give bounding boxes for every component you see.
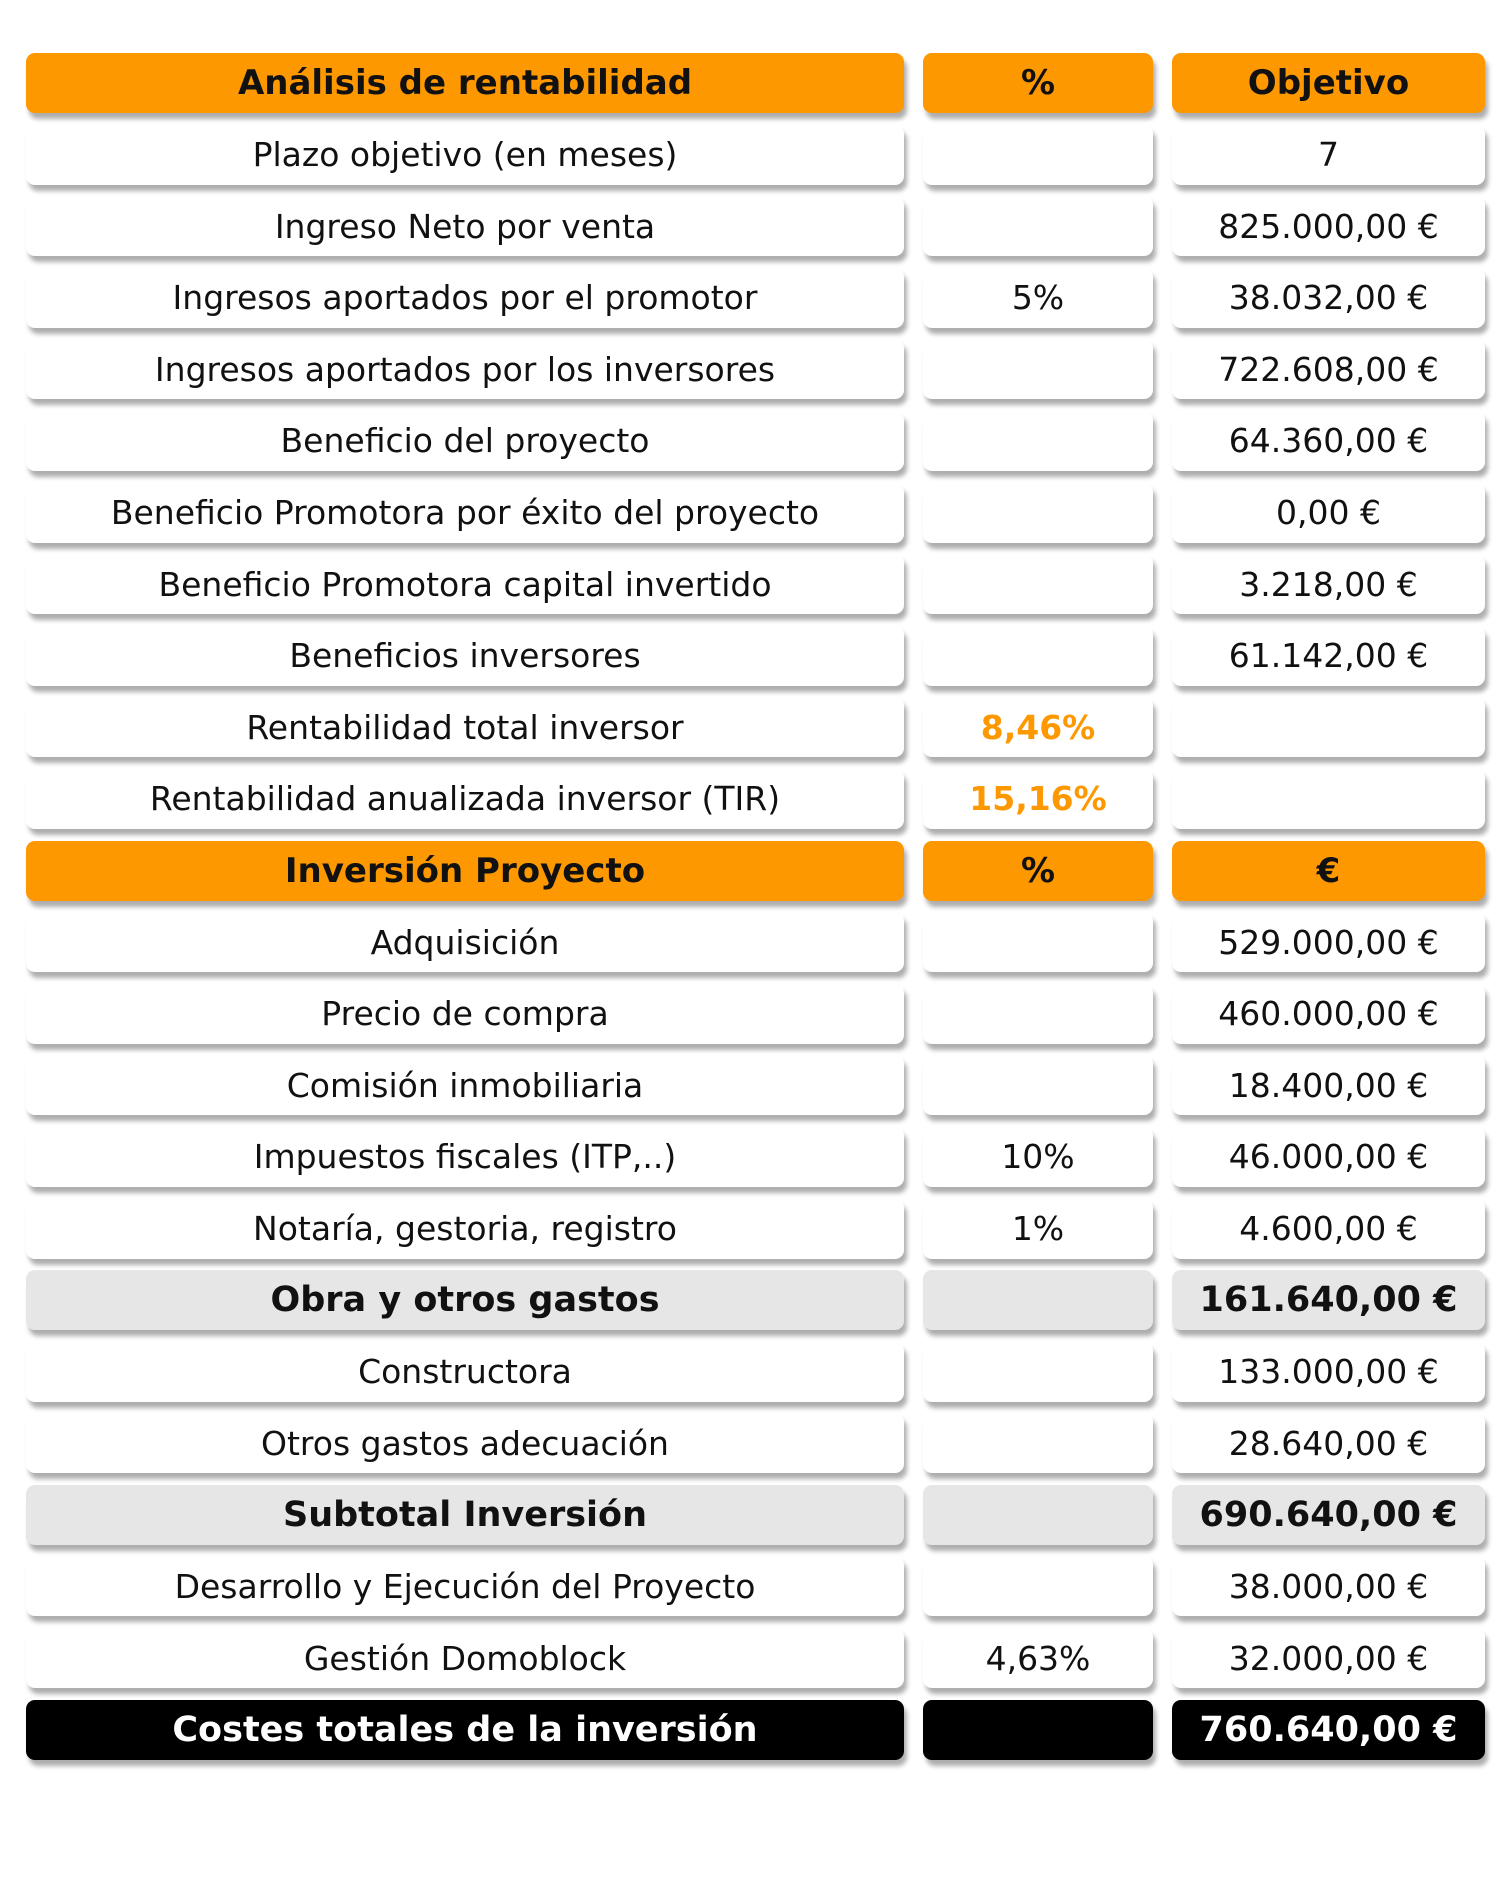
row-value: 32.000,00 € <box>1172 1628 1485 1688</box>
row-percentage <box>923 483 1153 543</box>
row-value: 133.000,00 € <box>1172 1342 1485 1402</box>
table-subtotal-row <box>26 1270 1486 1330</box>
row-label: Otros gastos adecuación <box>26 1413 904 1473</box>
row-value <box>1172 769 1485 829</box>
row-label: Análisis de rentabilidad <box>26 53 904 113</box>
row-value: 4.600,00 € <box>1172 1199 1485 1259</box>
row-label: Beneficio Promotora por éxito del proyecto <box>26 483 904 543</box>
row-label: Notaría, gestoria, registro <box>26 1199 904 1259</box>
row-value: 61.142,00 € <box>1172 626 1485 686</box>
profitability-table <box>26 53 1486 1771</box>
row-percentage: 15,16% <box>923 769 1153 829</box>
row-percentage <box>923 411 1153 471</box>
row-label: Beneficio Promotora capital invertido <box>26 554 904 614</box>
row-percentage: 1% <box>923 1199 1153 1259</box>
table-row <box>26 196 1486 256</box>
table-row <box>26 984 1486 1044</box>
row-value: 0,00 € <box>1172 483 1485 543</box>
table-subtotal-row <box>26 1485 1486 1545</box>
row-value: 28.640,00 € <box>1172 1413 1485 1473</box>
row-percentage <box>923 1055 1153 1115</box>
table-row <box>26 554 1486 614</box>
row-label: Ingresos aportados por los inversores <box>26 339 904 399</box>
row-percentage: 10% <box>923 1127 1153 1187</box>
row-percentage <box>923 912 1153 972</box>
table-row <box>26 339 1486 399</box>
table-row <box>26 125 1486 185</box>
row-label: Beneficio del proyecto <box>26 411 904 471</box>
row-percentage <box>923 984 1153 1044</box>
row-percentage: % <box>923 841 1153 901</box>
table-row <box>26 1127 1486 1187</box>
row-value: 161.640,00 € <box>1172 1270 1485 1330</box>
row-percentage <box>923 125 1153 185</box>
table-header-row <box>26 53 1486 113</box>
row-value: 64.360,00 € <box>1172 411 1485 471</box>
row-percentage <box>923 339 1153 399</box>
row-label: Ingresos aportados por el promotor <box>26 268 904 328</box>
row-percentage <box>923 1485 1153 1545</box>
table-row <box>26 1413 1486 1473</box>
row-percentage <box>923 554 1153 614</box>
row-value: 38.032,00 € <box>1172 268 1485 328</box>
row-label: Obra y otros gastos <box>26 1270 904 1330</box>
row-percentage <box>923 1700 1153 1760</box>
row-label: Ingreso Neto por venta <box>26 196 904 256</box>
table-row <box>26 1628 1486 1688</box>
row-label: Inversión Proyecto <box>26 841 904 901</box>
table-row <box>26 626 1486 686</box>
table-row <box>26 912 1486 972</box>
row-percentage: 5% <box>923 268 1153 328</box>
row-percentage: 8,46% <box>923 697 1153 757</box>
table-row <box>26 697 1486 757</box>
row-label: Comisión inmobiliaria <box>26 1055 904 1115</box>
row-value: 7 <box>1172 125 1485 185</box>
row-percentage <box>923 626 1153 686</box>
row-value: 18.400,00 € <box>1172 1055 1485 1115</box>
row-value: 825.000,00 € <box>1172 196 1485 256</box>
row-percentage <box>923 1270 1153 1330</box>
row-label: Plazo objetivo (en meses) <box>26 125 904 185</box>
row-label: Rentabilidad anualizada inversor (TIR) <box>26 769 904 829</box>
table-row <box>26 1556 1486 1616</box>
row-label: Constructora <box>26 1342 904 1402</box>
row-value: 46.000,00 € <box>1172 1127 1485 1187</box>
row-value <box>1172 697 1485 757</box>
row-label: Gestión Domoblock <box>26 1628 904 1688</box>
table-row <box>26 769 1486 829</box>
table-row <box>26 268 1486 328</box>
row-value: Objetivo <box>1172 53 1485 113</box>
row-label: Desarrollo y Ejecución del Proyecto <box>26 1556 904 1616</box>
row-value: 722.608,00 € <box>1172 339 1485 399</box>
table-row <box>26 483 1486 543</box>
row-value: 690.640,00 € <box>1172 1485 1485 1545</box>
row-value: 760.640,00 € <box>1172 1700 1485 1760</box>
table-row <box>26 1342 1486 1402</box>
row-label: Adquisición <box>26 912 904 972</box>
table-row <box>26 411 1486 471</box>
row-percentage: 4,63% <box>923 1628 1153 1688</box>
row-percentage <box>923 196 1153 256</box>
row-label: Rentabilidad total inversor <box>26 697 904 757</box>
row-percentage <box>923 1342 1153 1402</box>
row-value: 460.000,00 € <box>1172 984 1485 1044</box>
row-percentage: % <box>923 53 1153 113</box>
table-row <box>26 1055 1486 1115</box>
row-label: Impuestos fiscales (ITP,..) <box>26 1127 904 1187</box>
row-label: Beneficios inversores <box>26 626 904 686</box>
row-value: 3.218,00 € <box>1172 554 1485 614</box>
row-label: Subtotal Inversión <box>26 1485 904 1545</box>
row-label: Precio de compra <box>26 984 904 1044</box>
row-value: 38.000,00 € <box>1172 1556 1485 1616</box>
table-header-row <box>26 841 1486 901</box>
row-value: 529.000,00 € <box>1172 912 1485 972</box>
row-label: Costes totales de la inversión <box>26 1700 904 1760</box>
row-value: € <box>1172 841 1485 901</box>
table-total-row <box>26 1700 1486 1760</box>
row-percentage <box>923 1556 1153 1616</box>
row-percentage <box>923 1413 1153 1473</box>
table-row <box>26 1199 1486 1259</box>
